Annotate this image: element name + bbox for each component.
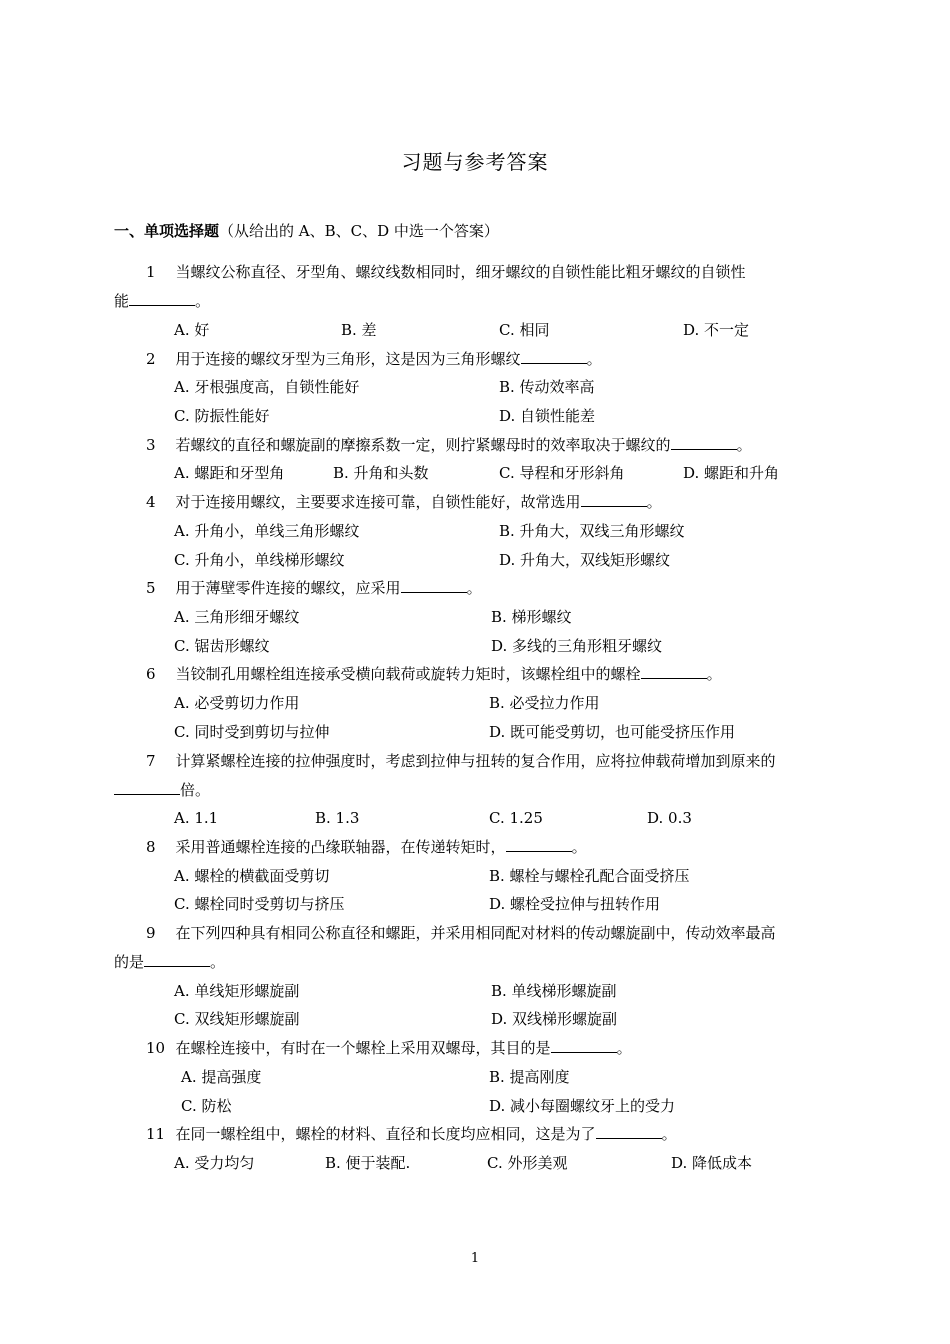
- option-d[interactable]: D. 0.3: [647, 809, 692, 827]
- option-a[interactable]: A. 升角小，单线三角形螺纹: [174, 522, 360, 540]
- option-b[interactable]: B. 螺栓与螺栓孔配合面受挤压: [489, 867, 690, 885]
- question-text: 在螺栓连接中，有时在一个螺栓上采用双螺母，其目的是: [175, 1039, 551, 1057]
- option-a[interactable]: A. 1.1: [174, 809, 219, 827]
- question-11: [146, 1124, 677, 1144]
- question-1-continuation: [114, 291, 210, 311]
- question-10: [146, 1038, 632, 1058]
- answer-blank[interactable]: [521, 349, 587, 364]
- option-b[interactable]: B. 1.3: [315, 809, 360, 827]
- question-suffix: 。: [706, 665, 722, 683]
- answer-blank[interactable]: [129, 291, 195, 306]
- question-4: [146, 492, 662, 512]
- option-c[interactable]: C. 1.25: [489, 809, 543, 827]
- question-3: [146, 435, 752, 455]
- question-1: [146, 262, 746, 282]
- question-suffix: 。: [736, 436, 752, 454]
- question-number: 4: [146, 493, 156, 511]
- question-2: [146, 349, 602, 369]
- question-text: 计算紧螺栓连接的拉伸强度时，考虑到拉伸与扭转的复合作用，应将拉伸载荷增加到原来的: [175, 752, 776, 770]
- option-d[interactable]: D. 自锁性能差: [499, 407, 596, 425]
- question-suffix: 。: [646, 493, 662, 511]
- question-number: 9: [146, 924, 156, 942]
- question-text: 用于连接的螺纹牙型为三角形，这是因为三角形螺纹: [175, 350, 521, 368]
- question-text: 在下列四种具有相同公称直径和螺距，并采用相同配对材料的传动螺旋副中，传动效率最高: [175, 924, 776, 942]
- option-c[interactable]: C. 防松: [181, 1097, 232, 1115]
- question-number: 2: [146, 350, 156, 368]
- question-9: [146, 923, 776, 943]
- question-suffix: 。: [571, 838, 587, 856]
- question-suffix: 。: [616, 1039, 632, 1057]
- question-number: 5: [146, 579, 156, 597]
- option-d[interactable]: D. 多线的三角形粗牙螺纹: [491, 637, 663, 655]
- question-7: [146, 751, 776, 771]
- question-suffix: 。: [195, 292, 211, 310]
- question-number: 11: [146, 1125, 166, 1143]
- question-number: 3: [146, 436, 156, 454]
- question-9-continuation: [114, 952, 225, 972]
- answer-blank[interactable]: [114, 780, 180, 795]
- answer-blank[interactable]: [596, 1124, 662, 1139]
- answer-blank[interactable]: [551, 1038, 617, 1053]
- answer-blank[interactable]: [671, 435, 737, 450]
- section-heading: [114, 220, 499, 241]
- option-a[interactable]: A. 三角形细牙螺纹: [174, 608, 300, 626]
- question-suffix: 倍。: [180, 781, 211, 799]
- question-number: 1: [146, 263, 156, 281]
- option-a[interactable]: A. 螺栓的横截面受剪切: [174, 867, 330, 885]
- section-note: （从给出的 A、B、C、D 中选一个答案）: [219, 222, 499, 240]
- option-c[interactable]: C. 同时受到剪切与拉伸: [174, 723, 330, 741]
- option-a[interactable]: A. 牙根强度高，自锁性能好: [174, 378, 360, 396]
- page-number: 1: [470, 1251, 480, 1266]
- question-number: 7: [146, 752, 156, 770]
- option-a[interactable]: A. 单线矩形螺旋副: [174, 982, 300, 1000]
- option-d[interactable]: D. 升角大，双线矩形螺纹: [499, 551, 671, 569]
- answer-blank[interactable]: [581, 492, 647, 507]
- option-b[interactable]: B. 提高刚度: [489, 1068, 570, 1086]
- question-suffix: 。: [661, 1125, 677, 1143]
- question-5: [146, 578, 482, 598]
- option-a[interactable]: A. 提高强度: [181, 1068, 262, 1086]
- question-text: 的是: [114, 953, 145, 971]
- option-a[interactable]: A. 受力均匀: [174, 1154, 255, 1172]
- option-d[interactable]: D. 双线梯形螺旋副: [491, 1010, 618, 1028]
- question-text: 能: [114, 292, 130, 310]
- question-text: 当螺纹公称直径、牙型角、螺纹线数相同时，细牙螺纹的自锁性能比粗牙螺纹的自锁性: [175, 263, 746, 281]
- answer-blank[interactable]: [401, 578, 467, 593]
- question-7-continuation: [114, 780, 210, 800]
- question-suffix: 。: [586, 350, 602, 368]
- option-b[interactable]: B. 升角大，双线三角形螺纹: [499, 522, 685, 540]
- option-c[interactable]: C. 相同: [499, 321, 550, 339]
- option-c[interactable]: C. 防振性能好: [174, 407, 270, 425]
- option-a[interactable]: A. 必受剪切力作用: [174, 694, 300, 712]
- option-a[interactable]: A. 好: [174, 321, 210, 339]
- option-d[interactable]: D. 螺栓受拉伸与扭转作用: [489, 895, 661, 913]
- option-d[interactable]: D. 不一定: [683, 321, 750, 339]
- option-c[interactable]: C. 双线矩形螺旋副: [174, 1010, 300, 1028]
- option-b[interactable]: B. 必受拉力作用: [489, 694, 600, 712]
- option-c[interactable]: C. 外形美观: [487, 1154, 568, 1172]
- answer-blank[interactable]: [641, 664, 707, 679]
- question-text: 在同一螺栓组中，螺栓的材料、直径和长度均应相同，这是为了: [175, 1125, 596, 1143]
- option-b[interactable]: B. 便于装配.: [325, 1154, 411, 1172]
- question-text: 对于连接用螺纹，主要要求连接可靠，自锁性能好，故常选用: [175, 493, 581, 511]
- option-b[interactable]: B. 传动效率高: [499, 378, 595, 396]
- option-d[interactable]: D. 减小每圈螺纹牙上的受力: [489, 1097, 676, 1115]
- option-b[interactable]: B. 单线梯形螺旋副: [491, 982, 617, 1000]
- question-number: 6: [146, 665, 156, 683]
- question-suffix: 。: [210, 953, 226, 971]
- question-text: 若螺纹的直径和螺旋副的摩擦系数一定，则拧紧螺母时的效率取决于螺纹的: [175, 436, 671, 454]
- option-c[interactable]: C. 螺栓同时受剪切与挤压: [174, 895, 345, 913]
- option-c[interactable]: C. 升角小，单线梯形螺纹: [174, 551, 345, 569]
- question-number: 8: [146, 838, 156, 856]
- document-title: 习题与参考答案: [401, 150, 549, 174]
- question-text: 采用普通螺栓连接的凸缘联轴器，在传递转矩时，: [175, 838, 506, 856]
- section-label: 一、单项选择题: [114, 222, 220, 240]
- question-text: 用于薄壁零件连接的螺纹，应采用: [175, 579, 401, 597]
- question-suffix: 。: [466, 579, 482, 597]
- option-d[interactable]: D. 螺距和升角: [683, 464, 780, 482]
- option-c[interactable]: C. 导程和牙形斜角: [499, 464, 625, 482]
- answer-blank[interactable]: [144, 952, 210, 967]
- question-text: 当铰制孔用螺栓组连接承受横向载荷或旋转力矩时，该螺栓组中的螺栓: [175, 665, 641, 683]
- question-6: [146, 664, 722, 684]
- option-b[interactable]: B. 升角和头数: [333, 464, 429, 482]
- question-number: 10: [146, 1039, 166, 1057]
- option-d[interactable]: D. 既可能受剪切，也可能受挤压作用: [489, 723, 736, 741]
- option-b[interactable]: B. 差: [341, 321, 377, 339]
- option-c[interactable]: C. 锯齿形螺纹: [174, 637, 270, 655]
- option-d[interactable]: D. 降低成本: [671, 1154, 753, 1172]
- question-8: [146, 837, 587, 857]
- answer-blank[interactable]: [506, 837, 572, 852]
- option-b[interactable]: B. 梯形螺纹: [491, 608, 572, 626]
- option-a[interactable]: A. 螺距和牙型角: [174, 464, 285, 482]
